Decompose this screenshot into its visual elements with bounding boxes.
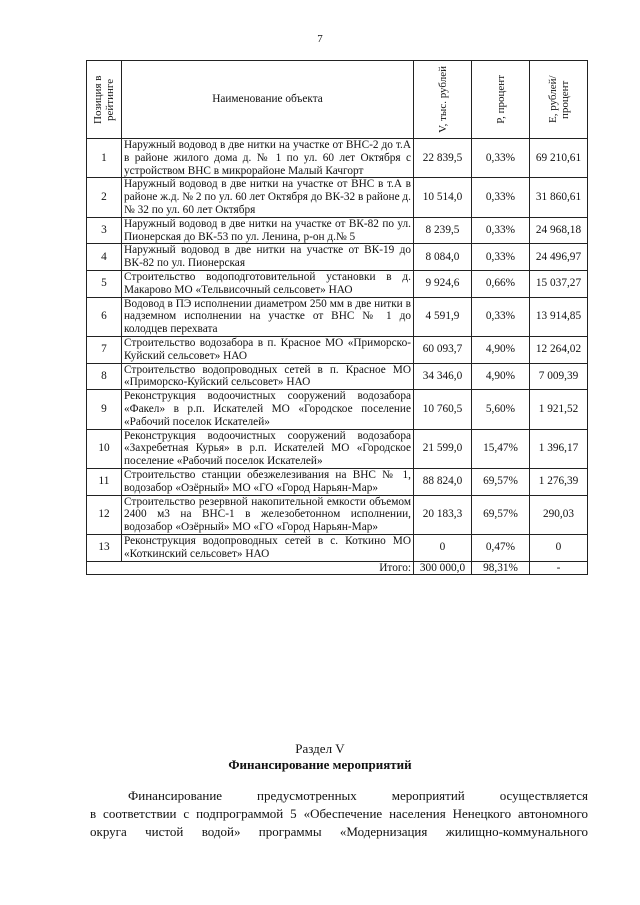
section-subtitle: Финансирование мероприятий (228, 757, 412, 772)
cell-v: 60 093,7 (414, 336, 472, 363)
cell-position: 13 (87, 534, 122, 561)
cell-name: Строительство водопроводных сетей в п. Красное МО «Приморско-Куйский сельсовет» НАО (122, 363, 414, 390)
cell-p: 69,57% (472, 468, 530, 495)
cell-name: Наружный водовод в две нитки на участке от ВК-19 до ВК-82 по ул. Пионерская (122, 244, 414, 271)
cell-v: 8 084,0 (414, 244, 472, 271)
cell-v: 20 183,3 (414, 495, 472, 534)
cell-name: Наружный водовод в две нитки на участке от ВК-82 по ул. Пионерская до ВК-53 по ул. Ленина, р-он д.№ 5 (122, 217, 414, 244)
cell-v: 8 239,5 (414, 217, 472, 244)
table-row (87, 270, 588, 297)
cell-e: 12 264,02 (530, 336, 588, 363)
body-paragraph (90, 787, 588, 841)
cell-name: Водовод в ПЭ исполнении диаметром 250 мм в две нитки в надземном исполнении на участке от ВНС № 1 до колодцев перехвата (122, 297, 414, 336)
cell-p: 0,47% (472, 534, 530, 561)
page-number: 7 (317, 33, 323, 45)
total-p: 98,31% (472, 561, 530, 575)
cell-p: 0,33% (472, 178, 530, 217)
table-row (87, 468, 588, 495)
cell-position: 10 (87, 429, 122, 468)
total-v: 300 000,0 (414, 561, 472, 575)
projects-table (86, 60, 588, 575)
cell-v: 22 839,5 (414, 139, 472, 178)
cell-e: 1 276,39 (530, 468, 588, 495)
cell-position: 3 (87, 217, 122, 244)
table-row (87, 297, 588, 336)
cell-e: 69 210,61 (530, 139, 588, 178)
table-row (87, 429, 588, 468)
header-position: Позиция в рейтинге (87, 61, 122, 139)
header-name: Наименование объекта (122, 61, 414, 139)
table-row (87, 534, 588, 561)
cell-p: 4,90% (472, 363, 530, 390)
cell-e: 1 396,17 (530, 429, 588, 468)
table-header-row (87, 61, 588, 139)
table-row (87, 139, 588, 178)
cell-v: 9 924,6 (414, 270, 472, 297)
cell-p: 0,66% (472, 270, 530, 297)
cell-e: 7 009,39 (530, 363, 588, 390)
cell-v: 34 346,0 (414, 363, 472, 390)
cell-position: 4 (87, 244, 122, 271)
cell-position: 11 (87, 468, 122, 495)
para-line-3: округа чистой водой» программы «Модернизация жилищно-коммунального (90, 824, 588, 839)
cell-position: 8 (87, 363, 122, 390)
cell-e: 15 037,27 (530, 270, 588, 297)
table-row (87, 495, 588, 534)
cell-v: 10 760,5 (414, 390, 472, 429)
cell-p: 0,33% (472, 217, 530, 244)
cell-position: 9 (87, 390, 122, 429)
cell-p: 69,57% (472, 495, 530, 534)
total-e: - (530, 561, 588, 575)
cell-p: 15,47% (472, 429, 530, 468)
cell-name: Строительство резервной накопительной емкости объемом 2400 м3 на ВНС-1 в железобетонном исполнении, водозабор «Озёрный» МО «ГО «Город Нарьян-Мар» (122, 495, 414, 534)
cell-name: Наружный водовод в две нитки на участке от ВНС-2 до т.А в районе жилого дома д. № 1 по ул. 60 лет Октября с устройством ВНС в микрорайоне Малый Качгорт (122, 139, 414, 178)
cell-p: 0,33% (472, 244, 530, 271)
table-row (87, 336, 588, 363)
section-title: Раздел V (295, 741, 345, 756)
cell-name: Наружный водовод в две нитки на участке от ВНС в т.А в районе ж.д. № 2 по ул. 60 лет Октября до ВК-32 в районе д. № 32 по ул. 60 лет Октября (122, 178, 414, 217)
cell-p: 0,33% (472, 297, 530, 336)
cell-name: Строительство станции обезжелезивания на ВНС № 1, водозабор «Озёрный» МО «ГО «Город Нарьян-Мар» (122, 468, 414, 495)
total-row (87, 561, 588, 575)
cell-v: 10 514,0 (414, 178, 472, 217)
cell-e: 24 496,97 (530, 244, 588, 271)
para-line-1: Финансирование предусмотренных мероприятий осуществляется (128, 788, 588, 803)
header-e: E, рублей/ процент (530, 61, 588, 139)
cell-position: 6 (87, 297, 122, 336)
table-row (87, 363, 588, 390)
header-v: V, тыс. рублей (414, 61, 472, 139)
table-row (87, 244, 588, 271)
cell-name: Реконструкция водоочистных сооружений водозабора «Факел» в р.п. Искателей МО «Городское поселение «Рабочий поселок Искателей» (122, 390, 414, 429)
cell-position: 12 (87, 495, 122, 534)
cell-e: 31 860,61 (530, 178, 588, 217)
cell-name: Строительство водоподготовительной установки в д. Макарово МО «Тельвисочный сельсовет» НАО (122, 270, 414, 297)
para-line-2: в соответствии с подпрограммой 5 «Обеспечение населения Ненецкого автономного (90, 806, 588, 821)
cell-name: Реконструкция водоочистных сооружений водозабора «Захребетная Курья» в р.п. Искателей МО «Городское поселение «Рабочий поселок Искателей» (122, 429, 414, 468)
cell-p: 5,60% (472, 390, 530, 429)
cell-e: 1 921,52 (530, 390, 588, 429)
cell-name: Реконструкция водопроводных сетей в с. Коткино МО «Коткинский сельсовет» НАО (122, 534, 414, 561)
cell-position: 2 (87, 178, 122, 217)
cell-position: 7 (87, 336, 122, 363)
total-label: Итого: (87, 561, 414, 575)
cell-v: 21 599,0 (414, 429, 472, 468)
table-row (87, 217, 588, 244)
header-p: P, процент (472, 61, 530, 139)
cell-position: 1 (87, 139, 122, 178)
cell-position: 5 (87, 270, 122, 297)
cell-name: Строительство водозабора в п. Красное МО «Приморско-Куйский сельсовет» НАО (122, 336, 414, 363)
cell-p: 0,33% (472, 139, 530, 178)
cell-e: 13 914,85 (530, 297, 588, 336)
cell-v: 0 (414, 534, 472, 561)
table-row (87, 178, 588, 217)
table-row (87, 390, 588, 429)
cell-e: 0 (530, 534, 588, 561)
cell-v: 88 824,0 (414, 468, 472, 495)
cell-e: 24 968,18 (530, 217, 588, 244)
cell-p: 4,90% (472, 336, 530, 363)
cell-v: 4 591,9 (414, 297, 472, 336)
cell-e: 290,03 (530, 495, 588, 534)
